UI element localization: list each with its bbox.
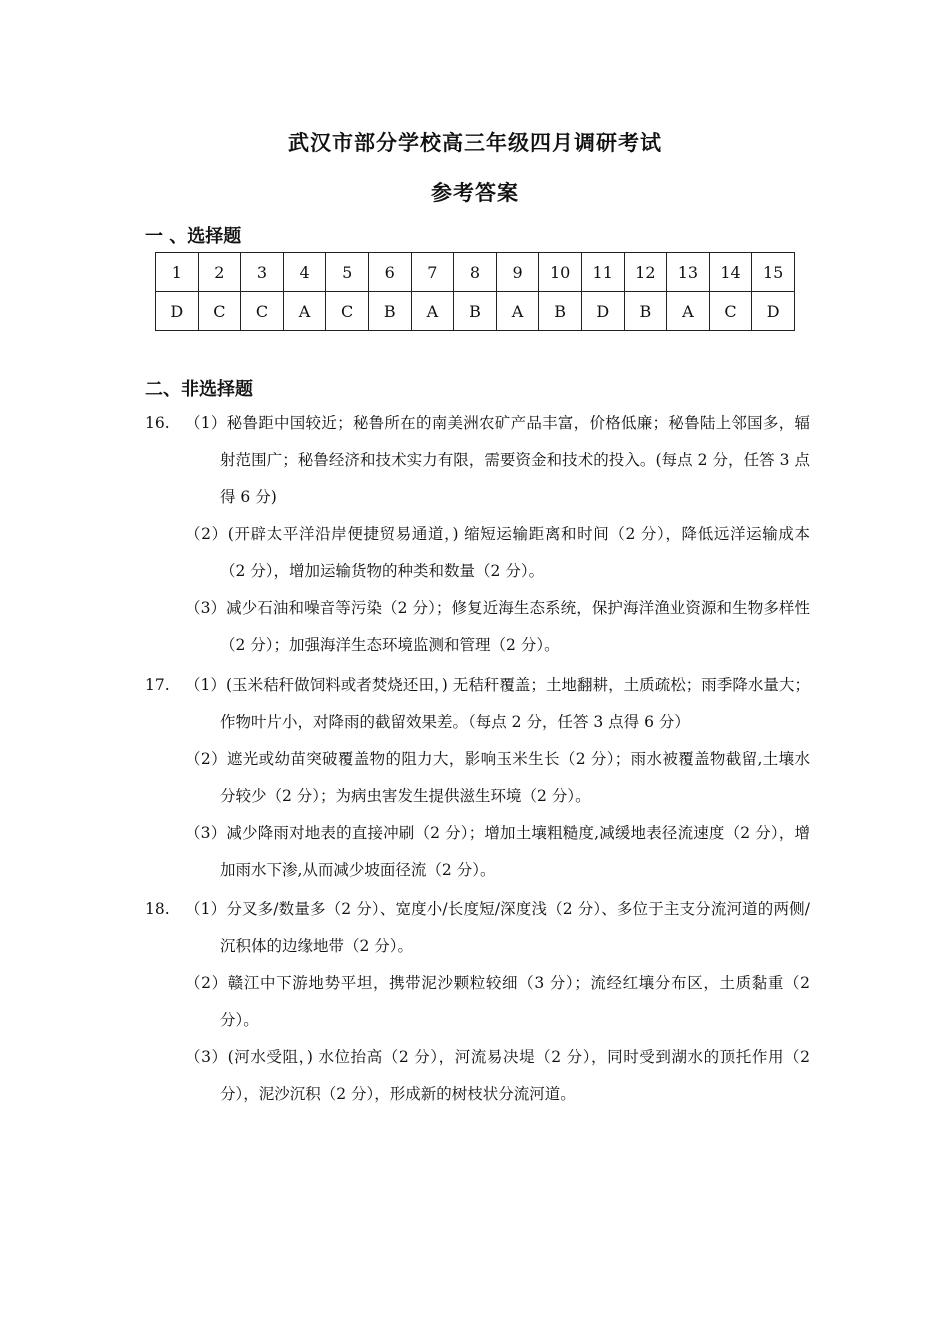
question-number-cell: 1	[156, 253, 199, 292]
answer-part: （1）秘鲁距中国较近；秘鲁所在的南美洲农矿产品丰富，价格低廉；秘鲁陆上邻国多，辐射范围广；秘鲁经济和技术实力有限，需要资金和技术的投入。(每点 2 分，任答 3 点得 6 分)	[185, 414, 810, 506]
question-number-cell: 7	[411, 253, 454, 292]
question-number-cell: 9	[496, 253, 539, 292]
answer-cell: D	[581, 292, 624, 331]
answer-part: （3）减少降雨对地表的直接冲刷（2 分）；增加土壤粗糙度,减缓地表径流速度（2 分），增加雨水下渗,从而减少坡面径流（2 分）。	[185, 824, 810, 879]
answer-table-number-row	[156, 253, 795, 292]
answer-cell: A	[283, 292, 326, 331]
question-number-cell: 15	[752, 253, 795, 292]
answer-cell: B	[539, 292, 582, 331]
question-number-cell: 14	[709, 253, 752, 292]
answer-cell: A	[411, 292, 454, 331]
question-number-cell: 3	[241, 253, 284, 292]
answer-cell: B	[368, 292, 411, 331]
section-heading-non-choice: 二、非选择题	[145, 379, 253, 400]
answer-part: （1）分叉多/数量多（2 分）、宽度小/长度短/深度浅（2 分）、多位于主支分流河道的两侧/沉积体的边缘地带（2 分）。	[185, 900, 810, 955]
section-heading-choice: 一 、选择题	[145, 226, 242, 247]
answer-cell: A	[667, 292, 710, 331]
answer-cell: A	[496, 292, 539, 331]
answer-cell: B	[454, 292, 497, 331]
question-number-cell: 8	[454, 253, 497, 292]
answer-cell: C	[709, 292, 752, 331]
answer-part: （2）遮光或幼苗突破覆盖物的阻力大，影响玉米生长（2 分）；雨水被覆盖物截留,土壤水分较少（2 分）；为病虫害发生提供滋生环境（2 分）。	[185, 750, 810, 805]
answer-table-answer-row	[156, 292, 795, 331]
question-number-cell: 10	[539, 253, 582, 292]
question-number: 17.	[145, 676, 170, 694]
question-17	[145, 667, 810, 889]
answer-cell: C	[326, 292, 369, 331]
question-number: 16.	[145, 414, 170, 432]
page-subtitle: 参考答案	[431, 181, 519, 205]
page-title: 武汉市部分学校高三年级四月调研考试	[288, 131, 662, 155]
question-number-cell: 2	[198, 253, 241, 292]
answer-part: （3）(河水受阻，) 水位抬高（2 分），河流易决堤（2 分），同时受到湖水的顶托作用（2 分），泥沙沉积（2 分），形成新的树枝状分流河道。	[185, 1048, 810, 1103]
question-16	[145, 405, 810, 664]
answer-part: （2）赣江中下游地势平坦，携带泥沙颗粒较细（3 分）；流经红壤分布区，土质黏重（2 分）。	[185, 974, 810, 1029]
answer-table	[155, 252, 795, 331]
question-number: 18.	[145, 900, 170, 918]
answer-part: （1）(玉米秸秆做饲料或者焚烧还田，) 无秸秆覆盖；土地翻耕，土质疏松；雨季降水量大；作物叶片小，对降雨的截留效果差。（每点 2 分，任答 3 点得 6 分）	[185, 676, 810, 731]
question-number-cell: 13	[667, 253, 710, 292]
answer-part: （2）(开辟太平洋沿岸便捷贸易通道，) 缩短运输距离和时间（2 分），降低远洋运输成本（2 分），增加运输货物的种类和数量（2 分）。	[185, 525, 810, 580]
answer-part: （3）减少石油和噪音等污染（2 分）；修复近海生态系统，保护海洋渔业资源和生物多样性（2 分）；加强海洋生态环境监测和管理（2 分）。	[185, 599, 810, 654]
question-number-cell: 12	[624, 253, 667, 292]
answer-cell: B	[624, 292, 667, 331]
answer-cell: C	[198, 292, 241, 331]
question-number-cell: 6	[368, 253, 411, 292]
question-number-cell: 11	[581, 253, 624, 292]
answer-cell: C	[241, 292, 284, 331]
question-18	[145, 891, 810, 1113]
question-number-cell: 5	[326, 253, 369, 292]
question-number-cell: 4	[283, 253, 326, 292]
answer-cell: D	[156, 292, 199, 331]
answer-cell: D	[752, 292, 795, 331]
